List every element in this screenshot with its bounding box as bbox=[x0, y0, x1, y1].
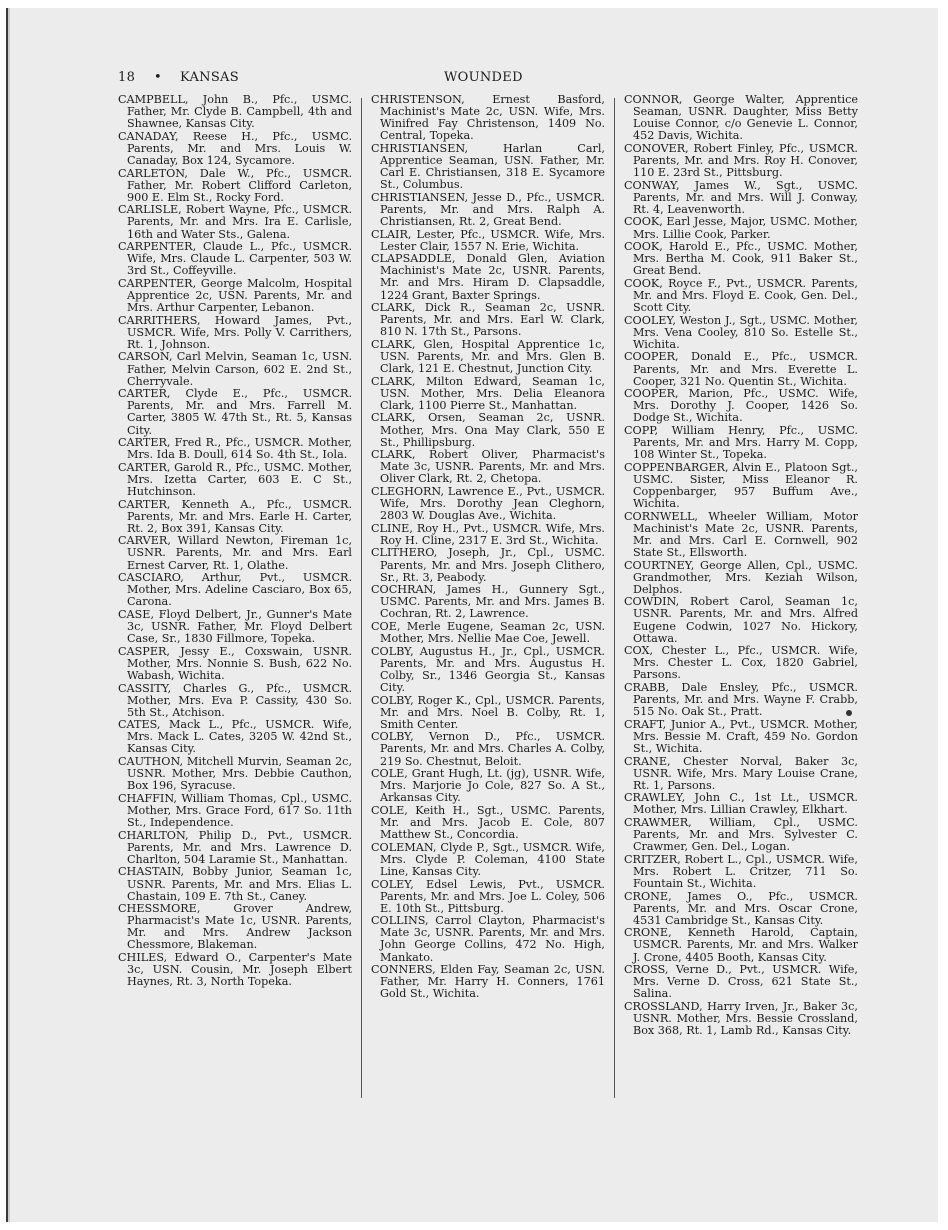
casualty-entry: CONNERS, Elden Fay, Seaman 2c, USN. Father, Mr. Harry H. Conners, 1761 Gold St., Wichita. bbox=[370, 963, 605, 1001]
casualty-entry: CRABB, Dale Ensley, Pfc., USMCR. Parents, Mr. and Mrs. Wayne F. Crabb, 515 No. Oak St., Pratt. bbox=[623, 681, 858, 719]
casualty-entry: CONWAY, James W., Sgt., USMC. Parents, Mr. and Mrs. Will J. Conway, Rt. 4, Leavenworth. bbox=[623, 178, 858, 216]
casualty-entry: CRANE, Chester Norval, Baker 3c, USNR. Wife, Mrs. Mary Louise Crane, Rt. 1, Parsons. bbox=[623, 754, 858, 792]
casualty-entry: COCHRAN, James H., Gunnery Sgt., USMC. Parents, Mr. and Mrs. James B. Cochran, Rt. 2, Lawrence. bbox=[370, 583, 605, 621]
casualty-entry: CARRITHERS, Howard James, Pvt., USMCR. Wife, Mrs. Polly V. Carrithers, Rt. 1, Johnson. bbox=[118, 313, 353, 351]
casualty-list-page bbox=[118, 70, 858, 1038]
casualty-entry: CATES, Mack L., Pfc., USMCR. Wife, Mrs. Mack L. Cates, 3205 W. 42nd St., Kansas City. bbox=[118, 718, 353, 756]
casualty-entry: CLARK, Dick R., Seaman 2c, USNR. Parents, Mr. and Mrs. Earl W. Clark, 810 N. 17th St., Parsons. bbox=[370, 301, 605, 339]
casualty-entry: CLITHERO, Joseph, Jr., Cpl., USMC. Parents, Mr. and Mrs. Joseph Clithero, Sr., Rt. 3, Peabody. bbox=[370, 546, 605, 584]
casualty-entry: CARPENTER, George Malcolm, Hospital Apprentice 2c, USN. Parents, Mr. and Mrs. Arthur Carpenter, Lebanon. bbox=[118, 276, 353, 315]
casualty-entry: COOPER, Donald E., Pfc., USMCR. Parents, Mr. and Mrs. Everette L. Cooper, 321 No. Quentin St., Wichita. bbox=[623, 350, 858, 388]
casualty-entry: CARTER, Garold R., Pfc., USMC. Mother, Mrs. Izetta Carter, 603 E. C St., Hutchinson. bbox=[118, 460, 353, 498]
casualty-entry: CORNWELL, Wheeler William, Motor Machinist's Mate 2c, USNR. Parents, Mr. and Mrs. Carl E. Cornwell, 902 State St., Ellsworth. bbox=[623, 509, 858, 559]
casualty-entry: CASCIARO, Arthur, Pvt., USMCR. Mother, Mrs. Adeline Casciaro, Box 65, Carona. bbox=[118, 571, 353, 609]
casualty-entry: CASPER, Jessy E., Coxswain, USNR. Mother, Mrs. Nonnie S. Bush, 622 No. Wabash, Wichita. bbox=[118, 644, 353, 682]
casualty-entry: CROSSLAND, Harry Irven, Jr., Baker 3c, USNR. Mother, Mrs. Bessie Crossland, Box 368, Rt. 1, Lamb Rd., Kansas City. bbox=[623, 999, 858, 1038]
casualty-entry: CONNOR, George Walter, Apprentice Seaman, USNR. Daughter, Miss Betty Louise Connor, c/o Genevie L. Connor, 452 Davis, Wichita. bbox=[623, 93, 858, 143]
column-3 bbox=[624, 94, 858, 1098]
casualty-entry: CAMPBELL, John B., Pfc., USMC. Father, Mr. Clyde B. Campbell, 4th and Shawnee, Kansas City. bbox=[118, 93, 353, 131]
casualty-entry: COURTNEY, George Allen, Cpl., USMC. Grandmother, Mrs. Keziah Wilson, Delphos. bbox=[623, 558, 858, 596]
casualty-entry: CLEGHORN, Lawrence E., Pvt., USMCR. Wife, Mrs. Dorothy Jean Cleghorn, 2803 W. Douglas Ave., Wichita. bbox=[370, 485, 605, 523]
casualty-entry: CHRISTENSON, Ernest Basford, Machinist's Mate 2c, USN. Wife, Mrs. Winifred Fay Christenson, 1409 No. Central, Topeka. bbox=[370, 93, 605, 143]
casualty-entry: CHAFFIN, William Thomas, Cpl., USMC. Mother, Mrs. Grace Ford, 617 So. 11th St., Independence. bbox=[118, 791, 353, 830]
casualty-entry: CARSON, Carl Melvin, Seaman 1c, USN. Father, Melvin Carson, 602 E. 2nd St., Cherryvale. bbox=[118, 350, 353, 388]
casualty-entry: COLBY, Vernon D., Pfc., USMCR. Parents, Mr. and Mrs. Charles A. Colby, 219 So. Chestnut, Beloit. bbox=[370, 730, 605, 768]
casualty-entry: COOK, Harold E., Pfc., USMC. Mother, Mrs. Bertha M. Cook, 911 Baker St., Great Bend. bbox=[623, 240, 858, 278]
casualty-entry: COLLINS, Carrol Clayton, Pharmacist's Mate 3c, USNR. Parents, Mr. and Mrs. John George Collins, 472 No. High, Mankato. bbox=[370, 914, 605, 964]
casualty-entry: CARTER, Fred R., Pfc., USMCR. Mother, Mrs. Ida B. Doull, 614 So. 4th St., Iola. bbox=[118, 436, 353, 462]
casualty-entry: CRONE, Kenneth Harold, Captain, USMCR. Parents, Mr. and Mrs. Walker J. Crone, 4405 Booth, Kansas City. bbox=[623, 926, 858, 964]
casualty-entry: CARVER, Willard Newton, Fireman 1c, USNR. Parents, Mr. and Mrs. Earl Ernest Carver, Rt. 1, Olathe. bbox=[118, 534, 353, 572]
casualty-entry: COLE, Keith H., Sgt., USMC. Parents, Mr. and Mrs. Jacob E. Cole, 807 Matthew St., Concordia. bbox=[370, 803, 605, 842]
section-title: WOUNDED bbox=[444, 70, 523, 85]
casualty-entry: CLARK, Milton Edward, Seaman 1c, USN. Mother, Mrs. Delia Eleanora Clark, 1100 Pierre St., Manhattan. bbox=[370, 374, 605, 412]
casualty-entry: CHESSMORE, Grover Andrew, Pharmacist's Mate 1c, USNR. Parents, Mr. and Mrs. Andrew Jackson Chessmore, Blakeman. bbox=[118, 902, 353, 952]
casualty-entry: CLARK, Orsen, Seaman 2c, USNR. Mother, Mrs. Ona May Clark, 550 E St., Phillipsburg. bbox=[370, 411, 605, 449]
entry-columns bbox=[118, 94, 858, 1098]
casualty-entry: CHILES, Edward O., Carpenter's Mate 3c, USN. Cousin, Mr. Joseph Elbert Haynes, Rt. 3, North Topeka. bbox=[118, 951, 353, 989]
column-rule bbox=[614, 98, 615, 1098]
casualty-entry: CAUTHON, Mitchell Murvin, Seaman 2c, USNR. Mother, Mrs. Debbie Cauthon, Box 196, Syracuse. bbox=[118, 755, 353, 793]
column-rule bbox=[361, 98, 362, 1098]
casualty-entry: CLAIR, Lester, Pfc., USMCR. Wife, Mrs. Lester Clair, 1557 N. Erie, Wichita. bbox=[370, 227, 605, 253]
page-number: 18 bbox=[118, 70, 136, 85]
running-head bbox=[118, 70, 858, 90]
casualty-entry: COOK, Royce F., Pvt., USMCR. Parents, Mr. and Mrs. Floyd E. Cook, Gen. Del., Scott City. bbox=[623, 276, 858, 315]
casualty-entry: CROSS, Verne D., Pvt., USMCR. Wife, Mrs. Verne D. Cross, 621 State St., Salina. bbox=[623, 963, 858, 1001]
casualty-entry: CHRISTIANSEN, Harlan Carl, Apprentice Seaman, USN. Father, Mr. Carl E. Christiansen, 318 E. Sycamore St., Columbus. bbox=[370, 141, 605, 192]
casualty-entry: CHRISTIANSEN, Jesse D., Pfc., USMCR. Parents, Mr. and Mrs. Ralph A. Christiansen, Rt. 2, Great Bend. bbox=[370, 190, 605, 228]
bullet: • bbox=[154, 70, 162, 85]
casualty-entry: CANADAY, Reese H., Pfc., USMC. Parents, Mr. and Mrs. Louis W. Canaday, Box 124, Sycamore. bbox=[118, 129, 353, 167]
casualty-entry: COWDIN, Robert Carol, Seaman 1c, USNR. Parents, Mr. and Mrs. Alfred Eugene Codwin, 1027 No. Hickory, Ottawa. bbox=[623, 595, 858, 645]
casualty-entry: COLEMAN, Clyde P., Sgt., USMCR. Wife, Mrs. Clyde P. Coleman, 4100 State Line, Kansas City. bbox=[370, 840, 605, 878]
casualty-entry: COPP, William Henry, Pfc., USMC. Parents, Mr. and Mrs. Harry M. Copp, 108 Winter St., Topeka. bbox=[623, 424, 858, 462]
casualty-entry: CRONE, James O., Pfc., USMCR. Parents, Mr. and Mrs. Oscar Crone, 4531 Cambridge St., Kansas City. bbox=[623, 889, 858, 927]
casualty-entry: COOLEY, Weston J., Sgt., USMC. Mother, Mrs. Vena Cooley, 810 So. Estelle St., Wichita. bbox=[623, 313, 858, 351]
casualty-entry: CLINE, Roy H., Pvt., USMCR. Wife, Mrs. Roy H. Cline, 2317 E. 3rd St., Wichita. bbox=[370, 521, 605, 547]
casualty-entry: COLBY, Augustus H., Jr., Cpl., USMCR. Parents, Mr. and Mrs. Augustus H. Colby, Sr., 1346 Georgia St., Kansas City. bbox=[370, 644, 605, 694]
casualty-entry: CHASTAIN, Bobby Junior, Seaman 1c, USNR. Parents, Mr. and Mrs. Elias L. Chastain, 109 E. 7th St., Caney. bbox=[118, 865, 353, 903]
casualty-entry: CRAFT, Junior A., Pvt., USMCR. Mother, Mrs. Bessie M. Craft, 459 No. Gordon St., Wichita. bbox=[623, 717, 858, 755]
casualty-entry: COLE, Grant Hugh, Lt. (jg), USNR. Wife, Mrs. Marjorie Jo Cole, 827 So. A St., Arkansas City. bbox=[370, 767, 605, 805]
casualty-entry: COLBY, Roger K., Cpl., USMCR. Parents, Mr. and Mrs. Noel B. Colby, Rt. 1, Smith Center. bbox=[370, 693, 605, 731]
casualty-entry: CRAWMER, William, Cpl., USMC. Parents, Mr. and Mrs. Sylvester C. Crawmer, Gen. Del., Logan. bbox=[623, 816, 858, 854]
casualty-entry: CLARK, Glen, Hospital Apprentice 1c, USN. Parents, Mr. and Mrs. Glen B. Clark, 121 E. Chestnut, Junction City. bbox=[370, 337, 605, 376]
casualty-entry: CARPENTER, Claude L., Pfc., USMCR. Wife, Mrs. Claude L. Carpenter, 503 W. 3rd St., Coffeyville. bbox=[118, 240, 353, 278]
casualty-entry: CHARLTON, Philip D., Pvt., USMCR. Parents, Mr. and Mrs. Lawrence D. Charlton, 504 Laramie St., Manhattan. bbox=[118, 828, 353, 866]
casualty-entry: COOPER, Marion, Pfc., USMC. Wife, Mrs. Dorothy J. Cooper, 1426 So. Dodge St., Wichita. bbox=[623, 387, 858, 425]
column-2 bbox=[371, 94, 605, 1098]
casualty-entry: CARLETON, Dale W., Pfc., USMCR. Father, Mr. Robert Clifford Carleton, 900 E. Elm St., Rocky Ford. bbox=[118, 166, 353, 204]
casualty-entry: CARTER, Clyde E., Pfc., USMCR. Parents, Mr. and Mrs. Farrell M. Carter, 3805 W. 47th St., Rt. 5, Kansas City. bbox=[118, 387, 353, 437]
casualty-entry: CLARK, Robert Oliver, Pharmacist's Mate 3c, USNR. Parents, Mr. and Mrs. Oliver Clark, Rt. 2, Chetopa. bbox=[370, 448, 605, 486]
casualty-entry: CARTER, Kenneth A., Pfc., USMCR. Parents, Mr. and Mrs. Earle H. Carter, Rt. 2, Box 391, Kansas City. bbox=[118, 497, 353, 535]
state-heading: KANSAS bbox=[180, 70, 239, 85]
casualty-entry: CASE, Floyd Delbert, Jr., Gunner's Mate 3c, USNR. Father, Mr. Floyd Delbert Case, Sr., 1830 Fillmore, Topeka. bbox=[118, 607, 353, 646]
column-1 bbox=[118, 94, 352, 1098]
casualty-entry: COX, Chester L., Pfc., USMCR. Wife, Mrs. Chester L. Cox, 1820 Gabriel, Parsons. bbox=[623, 644, 858, 682]
casualty-entry: CLAPSADDLE, Donald Glen, Aviation Machinist's Mate 2c, USNR. Parents, Mr. and Mrs. Hiram D. Clapsaddle, 1224 Grant, Baxter Springs. bbox=[370, 252, 605, 302]
casualty-entry: CRITZER, Robert L., Cpl., USMCR. Wife, Mrs. Robert L. Critzer, 711 So. Fountain St., Wichita. bbox=[623, 852, 858, 890]
casualty-entry: COPPENBARGER, Alvin E., Platoon Sgt., USMC. Sister, Miss Eleanor R. Coppenbarger, 957 Buffum Ave., Wichita. bbox=[623, 460, 858, 511]
casualty-entry: CONOVER, Robert Finley, Pfc., USMCR. Parents, Mr. and Mrs. Roy H. Conover, 110 E. 23rd St., Pittsburg. bbox=[623, 141, 858, 180]
casualty-entry: CRAWLEY, John C., 1st Lt., USMCR. Mother, Mrs. Lillian Crawley, Elkhart. bbox=[623, 791, 858, 817]
casualty-entry: CARLISLE, Robert Wayne, Pfc., USMCR. Parents, Mr. and Mrs. Ira E. Carlisle, 16th and Water Sts., Galena. bbox=[118, 203, 353, 241]
casualty-entry: COOK, Earl Jesse, Major, USMC. Mother, Mrs. Lillie Cook, Parker. bbox=[623, 215, 858, 241]
casualty-entry: CASSITY, Charles G., Pfc., USMCR. Mother, Mrs. Eva P. Cassity, 430 So. 5th St., Atchison. bbox=[118, 681, 353, 719]
casualty-entry: COLEY, Edsel Lewis, Pvt., USMCR. Parents, Mr. and Mrs. Joe L. Coley, 506 E. 10th St., Pittsburg. bbox=[370, 877, 605, 915]
casualty-entry: COE, Merle Eugene, Seaman 2c, USN. Mother, Mrs. Nellie Mae Coe, Jewell. bbox=[370, 620, 605, 646]
